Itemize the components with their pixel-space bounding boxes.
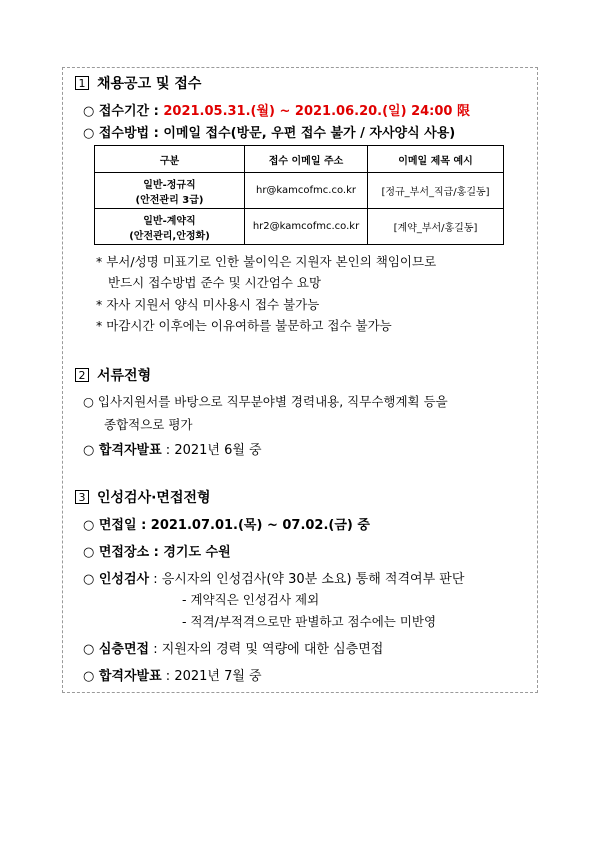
interview-date-value: 2021.07.01.(목) ~ 07.02.(금) 중: [150, 518, 370, 533]
table-header-row: [95, 146, 504, 173]
deep-interview-line: [83, 638, 383, 657]
table-cell-example: [정규_부서_직급/홍길동]: [368, 173, 504, 209]
table-header: 구분: [95, 146, 245, 173]
period-line: [83, 100, 470, 119]
note-line: 반드시 접수방법 준수 및 시간엄수 요망: [108, 275, 322, 290]
table-row: [95, 173, 504, 209]
note-line: * 마감시간 이후에는 이유여하를 불문하고 접수 불가능: [96, 318, 392, 333]
result-line: [83, 665, 262, 684]
table-row: [95, 209, 504, 245]
personality-test-label: ○ 인성검사: [83, 572, 150, 587]
personality-test-value: : 응시자의 인성검사(약 30분 소요) 통해 적격여부 판단: [149, 572, 465, 587]
eval-line: 종합적으로 평가: [104, 417, 193, 432]
period-label: ○ 접수기간 :: [83, 104, 164, 119]
result-value: : 2021년 6월 중: [161, 443, 262, 458]
section-number: 2: [75, 368, 89, 382]
result-label: ○ 합격자발표: [83, 443, 162, 458]
result-label: ○ 합격자발표: [83, 669, 162, 684]
sub-note: - 계약직은 인성검사 제외: [182, 592, 320, 607]
result-value: : 2021년 7월 중: [161, 669, 262, 684]
sub-note: - 적격/부적격으로만 판별하고 점수에는 미반영: [182, 614, 437, 629]
result-line: [83, 439, 262, 458]
table-cell-email: hr@kamcofmc.co.kr: [245, 173, 368, 209]
note-line: * 부서/성명 미표기로 인한 불이익은 지원자 본인의 책임이므로: [96, 254, 437, 269]
method-line: [83, 122, 455, 141]
section-number: 1: [75, 76, 89, 90]
section-title: 서류전형: [97, 368, 152, 384]
table-cell-category: 일반-정규직 (안전관리 3급): [95, 173, 245, 209]
section-2-heading: [75, 365, 151, 385]
deep-interview-label: ○ 심층면접: [83, 642, 150, 657]
note-line: * 자사 지원서 양식 미사용시 접수 불가능: [96, 297, 320, 312]
table-cell-category: 일반-계약직 (안전관리,안정화): [95, 209, 245, 245]
method-label: ○ 접수방법: [83, 126, 150, 141]
section-3-heading: [75, 487, 211, 507]
email-table: [94, 145, 504, 245]
eval-line: ○ 입사지원서를 바탕으로 직무분야별 경력내용, 직무수행계획 등을: [83, 394, 448, 409]
table-header: 접수 이메일 주소: [245, 146, 368, 173]
period-value: 2021.05.31.(월) ~ 2021.06.20.(일) 24:00 限: [163, 104, 470, 119]
section-title: 채용공고 및 접수: [97, 76, 202, 92]
interview-place-line: ○ 면접장소 : 경기도 수원: [83, 545, 231, 560]
table-cell-email: hr2@kamcofmc.co.kr: [245, 209, 368, 245]
method-value: : 이메일 접수(방문, 우편 접수 불가 / 자사양식 사용): [149, 126, 456, 141]
interview-date-label: ○ 면접일 :: [83, 518, 151, 533]
table-cell-example: [계약_부서/홍길동]: [368, 209, 504, 245]
deep-interview-value: : 지원자의 경력 및 역량에 대한 심층면접: [149, 642, 384, 657]
personality-test-line: [83, 568, 464, 587]
section-title: 인성검사·면접전형: [97, 490, 211, 506]
section-number: 3: [75, 490, 89, 504]
section-1-heading: [75, 73, 201, 93]
interview-date-line: [83, 514, 370, 533]
table-header: 이메일 제목 예시: [368, 146, 504, 173]
